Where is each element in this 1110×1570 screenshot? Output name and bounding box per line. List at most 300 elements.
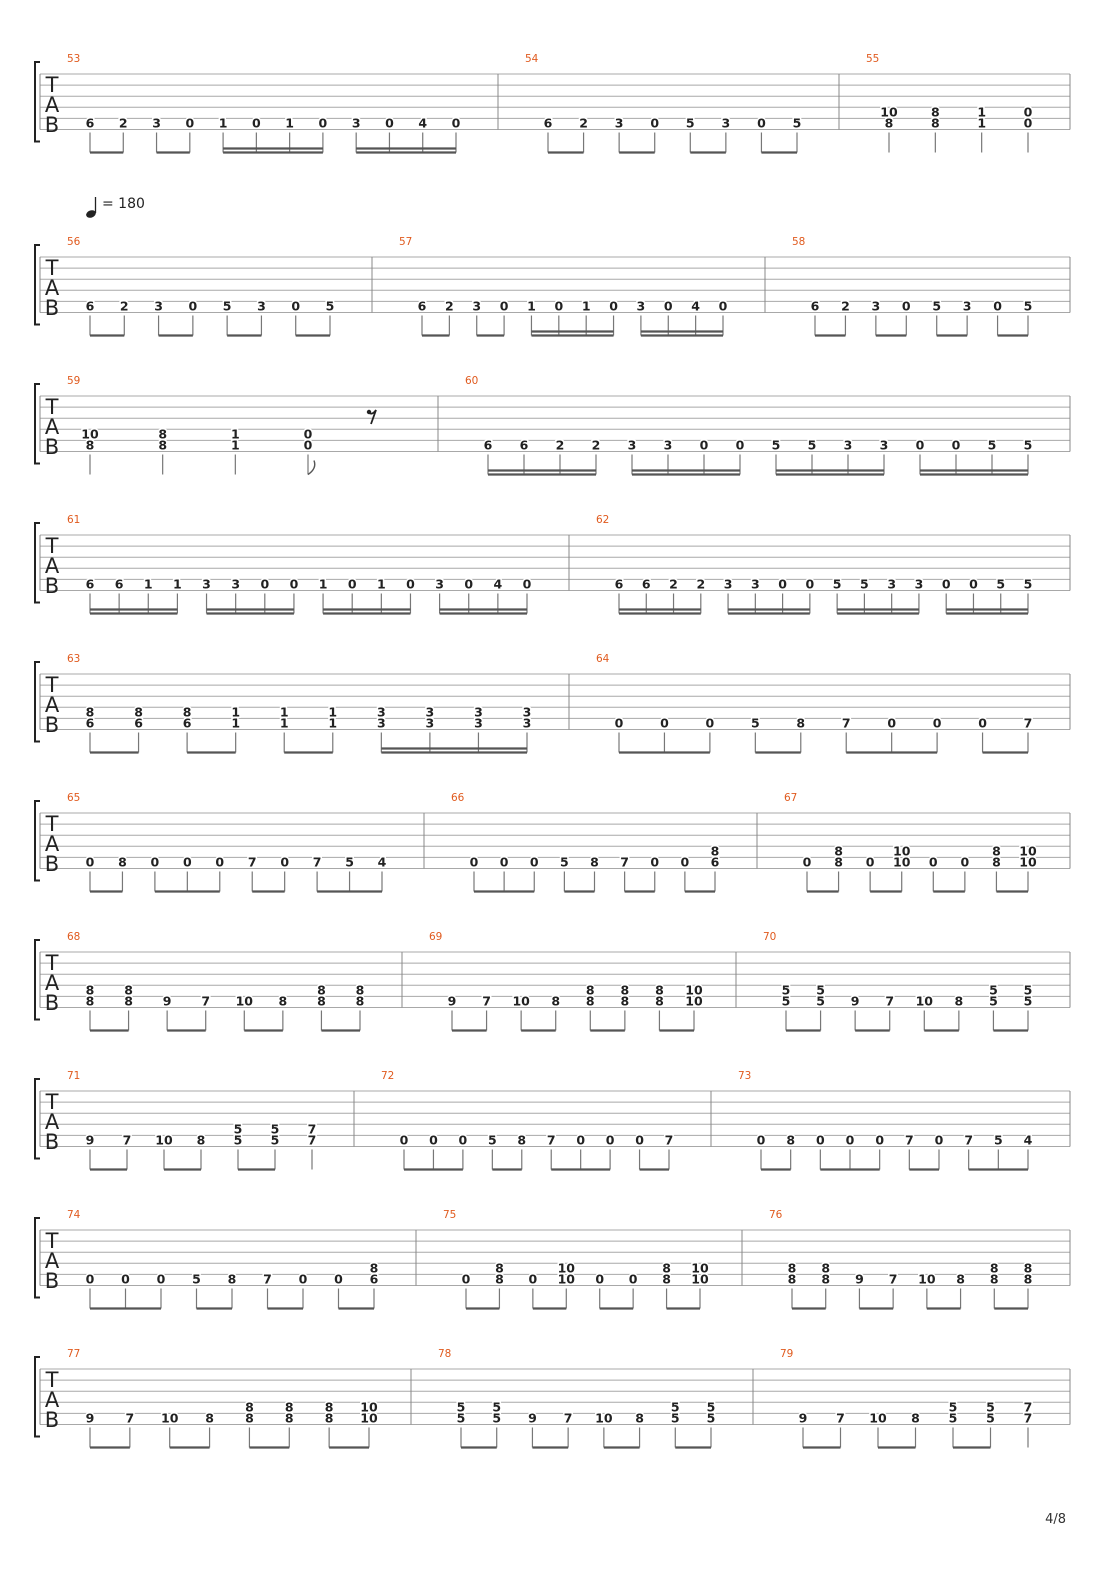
measure xyxy=(443,1209,742,1309)
system-bracket xyxy=(35,62,40,142)
fret-number: 1 xyxy=(318,576,328,592)
fret-number: 8 xyxy=(796,715,806,731)
tab-clef-letter: A xyxy=(44,1110,60,1134)
fret-number: 4 xyxy=(377,854,387,870)
measure-number: 71 xyxy=(67,1070,81,1082)
fret-number: 5 xyxy=(993,1132,1003,1148)
fret-number: 7 xyxy=(888,1271,898,1287)
fret-number: 7 xyxy=(836,1410,845,1426)
fret-number: 3 xyxy=(871,298,881,314)
fret-number: 3 xyxy=(522,704,532,720)
fret-number: 8 xyxy=(956,1271,965,1287)
fret-number: 8 xyxy=(227,1271,237,1287)
fret-number: 7 xyxy=(664,1132,674,1148)
fret-number: 9 xyxy=(85,1132,95,1148)
fret-number: 6 xyxy=(182,715,192,731)
fret-number: 8 xyxy=(245,1410,254,1426)
fret-number: 1 xyxy=(279,715,289,731)
measure xyxy=(67,1348,411,1448)
fret-number: 0 xyxy=(121,1271,130,1287)
fret-number: 3 xyxy=(231,576,241,592)
fret-number: 10 xyxy=(691,1271,709,1287)
fret-number: 5 xyxy=(456,1410,466,1426)
fret-number: 0 xyxy=(969,576,978,592)
fret-number: 0 xyxy=(680,854,690,870)
fret-number: 10 xyxy=(81,426,99,442)
fret-number: 7 xyxy=(312,854,322,870)
fret-number: 8 xyxy=(85,437,95,453)
fret-number: 8 xyxy=(355,993,365,1009)
tab-clef-letter: T xyxy=(45,256,59,280)
fret-number: 0 xyxy=(614,715,624,731)
fret-number: 8 xyxy=(884,115,894,131)
fret-number: 10 xyxy=(893,843,911,859)
measure xyxy=(596,514,1070,614)
fret-number: 0 xyxy=(499,854,509,870)
fret-number: 0 xyxy=(85,854,95,870)
fret-number: 3 xyxy=(887,576,897,592)
fret-number: 5 xyxy=(1023,982,1033,998)
tab-system xyxy=(35,53,1070,153)
fret-number: 0 xyxy=(660,715,669,731)
fret-number: 5 xyxy=(325,298,335,314)
fret-number: 6 xyxy=(810,298,820,314)
fret-number: 1 xyxy=(285,115,294,131)
fret-number: 8 xyxy=(992,843,1001,859)
fret-number: 3 xyxy=(376,715,386,731)
fret-number: 3 xyxy=(962,298,972,314)
measure xyxy=(792,236,1070,336)
measure-number: 54 xyxy=(525,53,539,65)
fret-number: 8 xyxy=(495,1271,504,1287)
measure-number: 59 xyxy=(67,375,81,387)
fret-number: 5 xyxy=(832,576,842,592)
measure xyxy=(67,53,498,153)
fret-number: 5 xyxy=(192,1271,201,1287)
fret-number: 8 xyxy=(324,1399,334,1415)
fret-number: 7 xyxy=(247,854,257,870)
tab-clef-letter: A xyxy=(44,971,60,995)
fret-number: 7 xyxy=(563,1410,573,1426)
fret-number: 1 xyxy=(279,704,289,720)
fret-number: 8 xyxy=(1023,1271,1033,1287)
fret-number: 3 xyxy=(522,715,532,731)
fret-number: 2 xyxy=(445,298,454,314)
measure-number: 76 xyxy=(769,1209,783,1221)
fret-number: 0 xyxy=(650,854,660,870)
fret-number: 8 xyxy=(495,1260,504,1276)
fret-number: 0 xyxy=(303,426,313,442)
fret-number: 6 xyxy=(519,437,529,453)
fret-number: 0 xyxy=(901,298,911,314)
fret-number: 0 xyxy=(609,298,618,314)
fret-number: 0 xyxy=(756,1132,766,1148)
fret-number: 2 xyxy=(669,576,678,592)
system-bracket xyxy=(35,523,40,603)
fret-number: 5 xyxy=(1023,993,1033,1009)
tab-clef-letter: A xyxy=(44,93,60,117)
fret-number: 10 xyxy=(1019,854,1037,870)
fret-number: 0 xyxy=(303,437,313,453)
tab-clef-letter: A xyxy=(44,832,60,856)
measure-number: 68 xyxy=(67,931,81,943)
fret-number: 8 xyxy=(1023,1260,1033,1276)
fret-number: 7 xyxy=(1023,1410,1033,1426)
fret-number: 7 xyxy=(964,1132,974,1148)
measure xyxy=(784,792,1070,892)
fret-number: 0 xyxy=(699,437,709,453)
fret-number: 0 xyxy=(815,1132,825,1148)
fret-number: 7 xyxy=(546,1132,556,1148)
fret-number: 9 xyxy=(798,1410,808,1426)
fret-number: 2 xyxy=(555,437,565,453)
measure xyxy=(525,53,839,153)
fret-number: 6 xyxy=(85,298,95,314)
fret-number: 0 xyxy=(529,854,539,870)
fret-number: 0 xyxy=(845,1132,855,1148)
fret-number: 0 xyxy=(461,1271,471,1287)
fret-number: 5 xyxy=(996,576,1006,592)
fret-number: 7 xyxy=(1023,1399,1033,1415)
fret-number: 8 xyxy=(158,437,168,453)
fret-number: 5 xyxy=(492,1410,502,1426)
fret-number: 8 xyxy=(989,1271,999,1287)
fret-number: 6 xyxy=(417,298,427,314)
system-bracket xyxy=(35,245,40,325)
measure xyxy=(769,1209,1070,1309)
measure-number: 72 xyxy=(381,1070,395,1082)
tempo-marking: = 180 xyxy=(102,196,145,212)
fret-number: 5 xyxy=(781,993,791,1009)
fret-number: 8 xyxy=(118,854,127,870)
measure-number: 70 xyxy=(763,931,777,943)
measure xyxy=(451,792,757,892)
tab-clef-letter: B xyxy=(44,713,60,737)
fret-number: 0 xyxy=(735,437,745,453)
fret-number: 9 xyxy=(85,1410,95,1426)
fret-number: 4 xyxy=(691,298,700,314)
fret-number: 6 xyxy=(85,715,95,731)
fret-number: 0 xyxy=(334,1271,343,1287)
fret-number: 7 xyxy=(122,1132,132,1148)
measure xyxy=(780,1348,1070,1448)
fret-number: 8 xyxy=(85,704,95,720)
fret-number: 8 xyxy=(124,982,133,998)
fret-number: 9 xyxy=(528,1410,537,1426)
fret-number: 6 xyxy=(134,715,143,731)
fret-number: 9 xyxy=(855,1271,864,1287)
fret-number: 8 xyxy=(954,993,964,1009)
fret-number: 3 xyxy=(472,298,482,314)
tab-clef-letter: B xyxy=(44,1269,60,1293)
fret-number: 1 xyxy=(231,715,241,731)
measure xyxy=(738,1070,1070,1170)
fret-number: 8 xyxy=(355,982,365,998)
fret-number: 10 xyxy=(557,1271,575,1287)
fret-number: 1 xyxy=(218,115,228,131)
fret-number: 10 xyxy=(869,1410,887,1426)
fret-number: 0 xyxy=(464,576,474,592)
tab-clef-letter: A xyxy=(44,1388,60,1412)
tab-system xyxy=(35,196,1070,336)
fret-number: 0 xyxy=(663,298,673,314)
system-bracket xyxy=(35,662,40,742)
fret-number: 1 xyxy=(581,298,591,314)
fret-number: 0 xyxy=(185,115,195,131)
systems-layer xyxy=(35,53,1070,1448)
fret-number: 6 xyxy=(483,437,493,453)
fret-number: 0 xyxy=(469,854,479,870)
fret-number: 8 xyxy=(317,982,326,998)
fret-number: 5 xyxy=(816,982,825,998)
fret-number: 0 xyxy=(951,437,961,453)
fret-number: 5 xyxy=(948,1410,958,1426)
tab-system xyxy=(35,653,1070,753)
fret-number: 3 xyxy=(663,437,673,453)
fret-number: 1 xyxy=(143,576,153,592)
fret-number: 1 xyxy=(376,576,386,592)
measure-number: 58 xyxy=(792,236,806,248)
measure-number: 77 xyxy=(67,1348,81,1360)
fret-number: 0 xyxy=(260,576,270,592)
fret-number: 8 xyxy=(911,1410,920,1426)
fret-number: 2 xyxy=(696,576,706,592)
fret-number: 5 xyxy=(1023,576,1033,592)
fret-number: 2 xyxy=(118,115,128,131)
tab-system xyxy=(35,1348,1070,1448)
note-flag xyxy=(308,461,315,475)
fret-number: 0 xyxy=(399,1132,409,1148)
measure xyxy=(465,375,1070,475)
fret-number: 0 xyxy=(887,715,897,731)
fret-number: 8 xyxy=(551,993,561,1009)
measure xyxy=(866,53,1070,153)
fret-number: 0 xyxy=(1023,115,1033,131)
fret-number: 2 xyxy=(119,298,129,314)
fret-number: 0 xyxy=(215,854,225,870)
fret-number: 0 xyxy=(289,576,299,592)
fret-number: 10 xyxy=(685,993,703,1009)
fret-number: 7 xyxy=(263,1271,272,1287)
fret-number: 0 xyxy=(932,715,942,731)
tab-clef-letter: A xyxy=(44,415,60,439)
system-bracket xyxy=(35,940,40,1020)
fret-number: 5 xyxy=(233,1132,243,1148)
fret-number: 3 xyxy=(152,115,161,131)
fret-number: 5 xyxy=(706,1399,716,1415)
fret-number: 8 xyxy=(124,993,133,1009)
fret-number: 8 xyxy=(930,104,940,120)
tab-clef-letter: T xyxy=(45,673,59,697)
tab-system xyxy=(35,1209,1070,1309)
fret-number: 8 xyxy=(620,982,630,998)
fret-number: 7 xyxy=(125,1410,135,1426)
measure xyxy=(67,931,402,1031)
fret-number: 2 xyxy=(591,437,601,453)
fret-number: 5 xyxy=(750,715,760,731)
tab-clef-letter: A xyxy=(44,554,60,578)
fret-number: 5 xyxy=(932,298,942,314)
measure-number: 53 xyxy=(67,53,81,65)
fret-number: 8 xyxy=(662,1271,671,1287)
measure-number: 74 xyxy=(67,1209,81,1221)
fret-number: 0 xyxy=(718,298,728,314)
fret-number: 9 xyxy=(162,993,172,1009)
fret-number: 6 xyxy=(614,576,624,592)
fret-number: 0 xyxy=(705,715,715,731)
fret-number: 8 xyxy=(585,993,595,1009)
fret-number: 8 xyxy=(834,843,843,859)
fret-number: 0 xyxy=(635,1132,644,1148)
fret-number: 5 xyxy=(792,115,802,131)
fret-number: 7 xyxy=(482,993,491,1009)
fret-number: 8 xyxy=(710,843,720,859)
fret-number: 5 xyxy=(987,437,997,453)
fret-number: 6 xyxy=(369,1271,379,1287)
fret-number: 10 xyxy=(685,982,703,998)
fret-number: 7 xyxy=(1023,715,1033,731)
fret-number: 7 xyxy=(620,854,629,870)
fret-number: 3 xyxy=(351,115,361,131)
fret-number: 5 xyxy=(989,982,998,998)
measure xyxy=(596,653,1070,753)
fret-number: 0 xyxy=(298,1271,308,1287)
fret-number: 0 xyxy=(429,1132,438,1148)
fret-number: 8 xyxy=(205,1410,214,1426)
fret-number: 0 xyxy=(280,854,290,870)
fret-number: 5 xyxy=(233,1121,243,1137)
fret-number: 0 xyxy=(347,576,357,592)
fret-number: 7 xyxy=(841,715,851,731)
fret-number: 5 xyxy=(685,115,695,131)
measure-number: 67 xyxy=(784,792,798,804)
fret-number: 3 xyxy=(376,704,386,720)
fret-number: 6 xyxy=(114,576,124,592)
fret-number: 3 xyxy=(425,715,435,731)
fret-number: 4 xyxy=(1023,1132,1033,1148)
fret-number: 0 xyxy=(605,1132,615,1148)
measure xyxy=(67,792,424,892)
fret-number: 0 xyxy=(156,1271,166,1287)
fret-number: 3 xyxy=(627,437,637,453)
fret-number: 7 xyxy=(307,1132,317,1148)
fret-number: 10 xyxy=(161,1410,179,1426)
fret-number: 6 xyxy=(85,115,95,131)
fret-number: 9 xyxy=(447,993,457,1009)
fret-number: 10 xyxy=(915,993,933,1009)
measure-number: 56 xyxy=(67,236,81,248)
fret-number: 0 xyxy=(85,1271,95,1287)
fret-number: 0 xyxy=(252,115,261,131)
tab-system xyxy=(35,931,1070,1031)
measure xyxy=(67,375,438,475)
fret-number: 3 xyxy=(879,437,889,453)
fret-number: 0 xyxy=(865,854,875,870)
fret-number: 5 xyxy=(986,1399,995,1415)
measure-number: 75 xyxy=(443,1209,457,1221)
fret-number: 8 xyxy=(585,982,595,998)
fret-number: 5 xyxy=(670,1399,680,1415)
fret-number: 3 xyxy=(750,576,760,592)
fret-number: 3 xyxy=(474,704,483,720)
measure-number: 65 xyxy=(67,792,81,804)
measure-number: 64 xyxy=(596,653,610,665)
fret-number: 5 xyxy=(560,854,569,870)
fret-number: 8 xyxy=(821,1260,831,1276)
tab-clef-letter: B xyxy=(44,574,60,598)
fret-number: 10 xyxy=(512,993,530,1009)
fret-number: 0 xyxy=(150,854,160,870)
system-bracket xyxy=(35,1218,40,1298)
measure-number: 69 xyxy=(429,931,443,943)
fret-number: 5 xyxy=(816,993,825,1009)
tab-clef-letter: T xyxy=(45,951,59,975)
fret-number: 8 xyxy=(635,1410,644,1426)
fret-number: 8 xyxy=(284,1410,294,1426)
fret-number: 5 xyxy=(948,1399,958,1415)
fret-number: 1 xyxy=(977,115,987,131)
fret-number: 10 xyxy=(235,993,253,1009)
fret-number: 3 xyxy=(257,298,266,314)
fret-number: 0 xyxy=(554,298,564,314)
fret-number: 8 xyxy=(85,993,95,1009)
fret-number: 8 xyxy=(989,1260,999,1276)
tab-clef-letter: T xyxy=(45,812,59,836)
tab-clef-letter: T xyxy=(45,534,59,558)
fret-number: 10 xyxy=(691,1260,709,1276)
measure xyxy=(67,514,569,614)
measure-number: 73 xyxy=(738,1070,752,1082)
fret-number: 10 xyxy=(918,1271,936,1287)
fret-number: 5 xyxy=(345,854,354,870)
fret-number: 5 xyxy=(670,1410,680,1426)
fret-number: 0 xyxy=(385,115,394,131)
fret-number: 0 xyxy=(805,576,815,592)
system-bracket xyxy=(35,1357,40,1437)
fret-number: 8 xyxy=(590,854,599,870)
fret-number: 8 xyxy=(324,1410,334,1426)
measure-number: 57 xyxy=(399,236,413,248)
fret-number: 8 xyxy=(787,1271,797,1287)
fret-number: 3 xyxy=(435,576,444,592)
fret-number: 8 xyxy=(284,1399,294,1415)
fret-number: 1 xyxy=(328,704,338,720)
fret-number: 0 xyxy=(915,437,925,453)
fret-number: 0 xyxy=(318,115,328,131)
fret-number: 0 xyxy=(458,1132,468,1148)
fret-number: 8 xyxy=(834,854,843,870)
fret-number: 10 xyxy=(880,104,898,120)
fret-number: 8 xyxy=(369,1260,379,1276)
fret-number: 5 xyxy=(807,437,817,453)
fret-number: 0 xyxy=(406,576,415,592)
fret-number: 5 xyxy=(989,993,998,1009)
fret-number: 0 xyxy=(528,1271,538,1287)
fret-number: 5 xyxy=(222,298,232,314)
tab-clef-letter: A xyxy=(44,1249,60,1273)
fret-number: 0 xyxy=(934,1132,944,1148)
fret-number: 1 xyxy=(230,437,240,453)
fret-number: 0 xyxy=(188,298,198,314)
measure xyxy=(399,236,765,336)
fret-number: 1 xyxy=(977,104,987,120)
fret-number: 1 xyxy=(173,576,182,592)
fret-number: 8 xyxy=(317,993,326,1009)
fret-number: 7 xyxy=(904,1132,914,1148)
tab-clef-letter: A xyxy=(44,693,60,717)
fret-number: 0 xyxy=(960,854,970,870)
measure xyxy=(763,931,1070,1031)
